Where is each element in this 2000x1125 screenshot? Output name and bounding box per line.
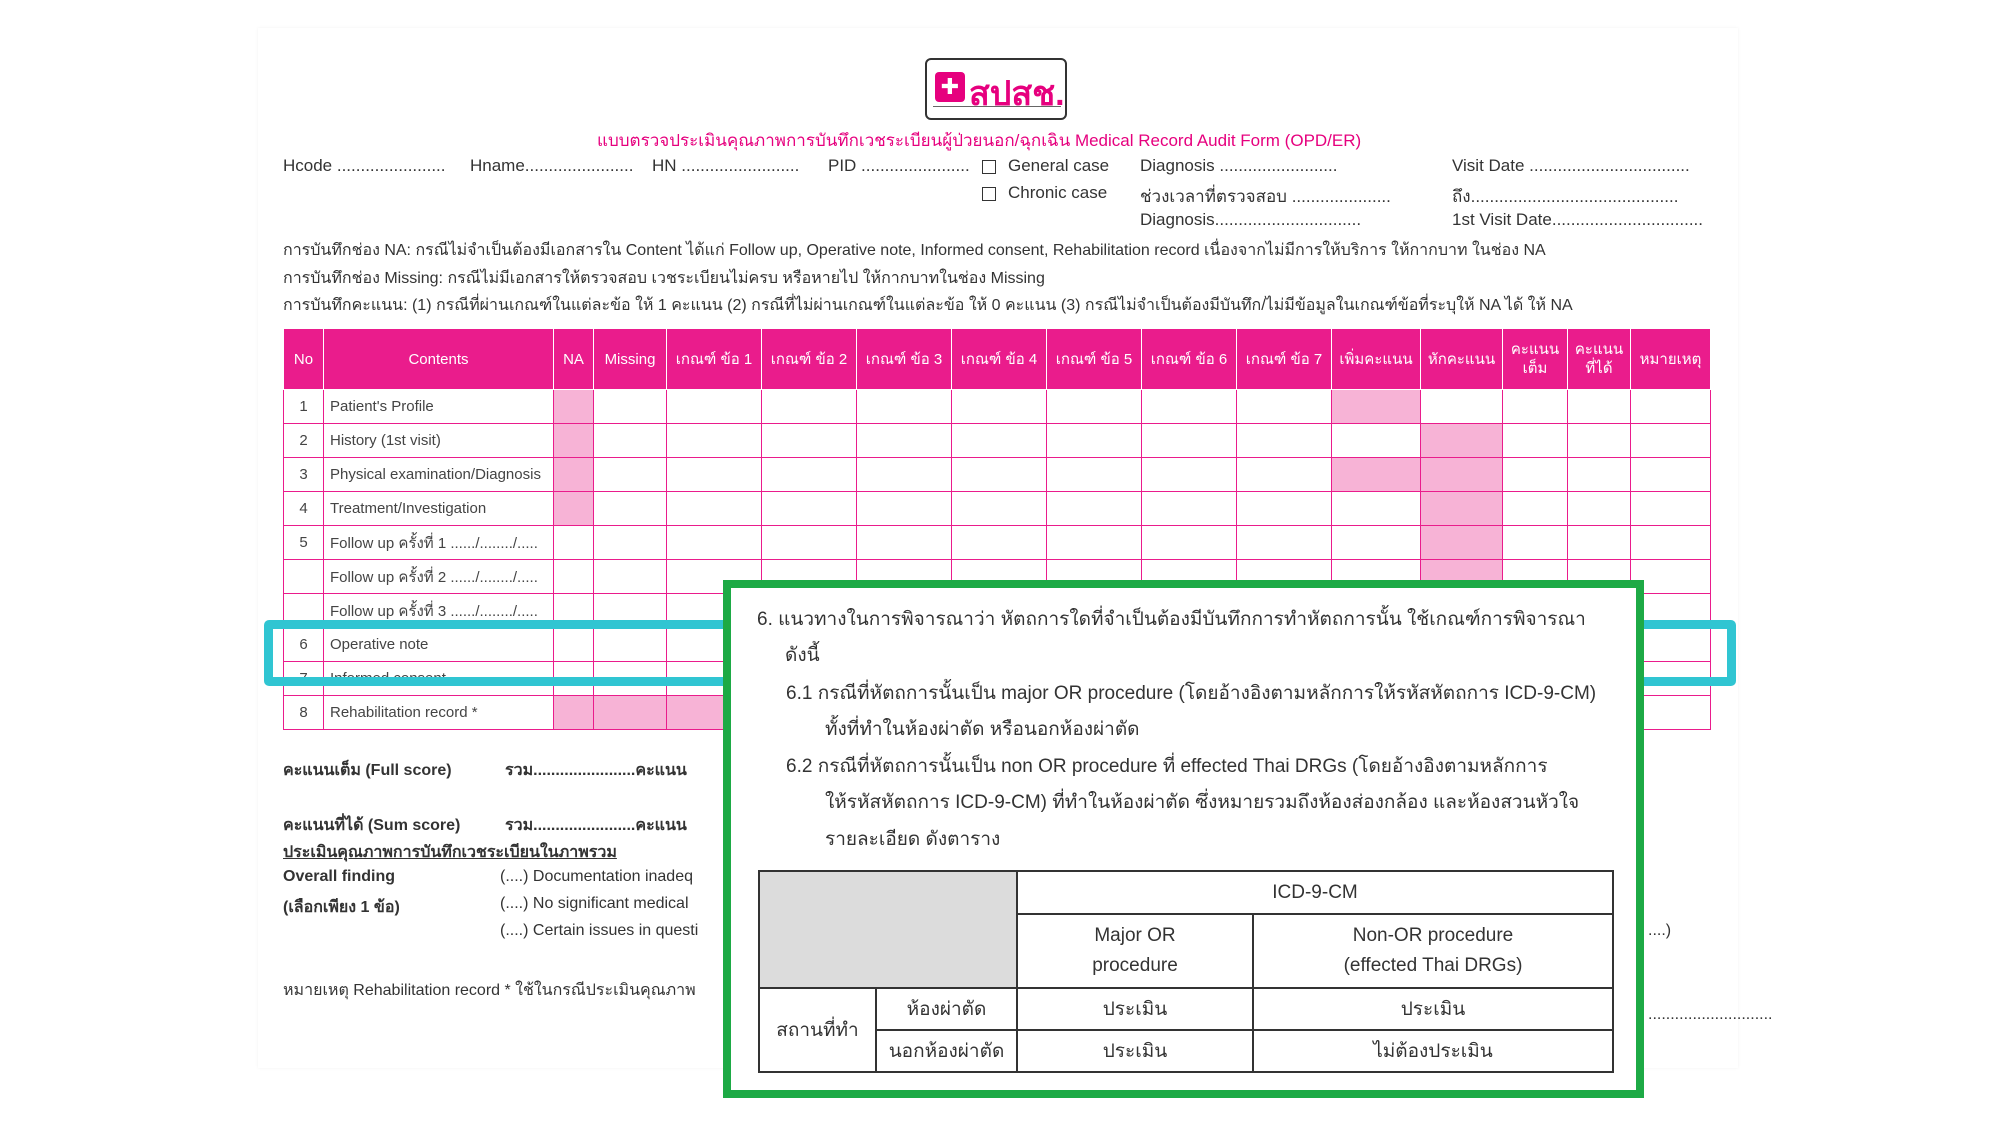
row-content: Operative note — [324, 628, 554, 662]
header-criterion-3: เกณฑ์ ข้อ 3 — [857, 329, 952, 390]
row-content: Follow up ครั้งที่ 3 ....../......../..... — [324, 594, 554, 628]
header-criterion-7: เกณฑ์ ข้อ 7 — [1237, 329, 1332, 390]
row-no: 4 — [284, 492, 324, 526]
chronic-case-label: Chronic case — [1008, 183, 1108, 202]
table-row — [284, 492, 1711, 526]
row-no: 8 — [284, 696, 324, 730]
out-or-label: นอกห้องผ่าตัด — [876, 1030, 1017, 1072]
row-no: 7 — [284, 662, 324, 696]
major-or-header: Major OR procedure — [1017, 914, 1253, 988]
general-case-label: General case — [1008, 156, 1110, 175]
header-criterion-6: เกณฑ์ ข้อ 6 — [1142, 329, 1237, 390]
table-row — [284, 390, 1711, 424]
pid-field: PID ....................... — [828, 156, 970, 175]
first-visit-field: 1st Visit Date................................ — [1452, 210, 1703, 229]
table-row — [284, 424, 1711, 458]
guideline-item-6-line2: ดังนี้ — [785, 645, 820, 666]
choose-one-label: (เลือกเพียง 1 ข้อ) — [283, 899, 400, 916]
row-no: 2 — [284, 424, 324, 458]
chronic-case-option[interactable] — [982, 183, 1107, 203]
row-content: History (1st visit) — [324, 424, 554, 458]
in-or-nonor-cell: ประเมิน — [1253, 988, 1613, 1030]
row-no — [284, 560, 324, 594]
diagnosis-field: Diagnosis ......................... — [1140, 156, 1338, 175]
form-title: แบบตรวจประเมินคุณภาพการบันทึกเวชระเบียนผู้ป่วยนอก/ฉุกเฉิน Medical Record Audit Form (OPD/ER) — [597, 131, 1362, 150]
guideline-item-62-line1: 6.2 กรณีที่หัตถการนั้นเป็น non OR procedure ที่ effected Thai DRGs (โดยอ้างอิงตามหลักการ — [786, 756, 1548, 777]
overall-title: ประเมินคุณภาพการบันทึกเวชระเบียนในภาพรวม — [283, 844, 617, 861]
visit-date-field: Visit Date .................................. — [1452, 156, 1690, 175]
logo-text: สปสช. — [969, 75, 1065, 113]
place-label: สถานที่ทำ — [759, 988, 876, 1072]
icd-header: ICD-9-CM — [1017, 871, 1613, 914]
non-or-header: Non-OR procedure (effected Thai DRGs) — [1253, 914, 1613, 988]
header-missing: Missing — [594, 329, 667, 390]
guideline-item-6-line1: 6. แนวทางในการพิจารณาว่า หัตถการใดที่จำเป็นต้องมีบันทึกการทำหัตถการนั้น ใช้เกณฑ์การพิจารณา — [757, 609, 1586, 630]
hcode-field: Hcode ....................... — [283, 156, 446, 175]
hname-field: Hname....................... — [470, 156, 634, 175]
hn-field: HN ......................... — [652, 156, 800, 175]
finding-option-3-tail: ....) — [1648, 922, 1672, 939]
full-score-sum: รวม.......................คะแนน — [505, 762, 687, 779]
to-date-field: ถึง............................................ — [1452, 187, 1679, 206]
general-case-option[interactable] — [982, 156, 1109, 176]
header-criterion-2: เกณฑ์ ข้อ 2 — [762, 329, 857, 390]
header-na: NA — [554, 329, 594, 390]
table-row — [284, 526, 1711, 560]
header-criterion-1: เกณฑ์ ข้อ 1 — [667, 329, 762, 390]
overall-finding-label: Overall finding — [283, 868, 396, 885]
checkbox-icon[interactable] — [982, 187, 996, 201]
header-full-score: คะแนน เต็ม — [1503, 329, 1568, 390]
header-criterion-5: เกณฑ์ ข้อ 5 — [1047, 329, 1142, 390]
guideline-item-62-line2: ให้รหัสหัตถการ ICD-9-CM) ที่ทำในห้องผ่าตัด ซึ่งหมายรวมถึงห้องส่องกล้อง และห้องสวนหัวใจ — [825, 792, 1580, 813]
icd-9-cm-table — [758, 870, 1614, 1073]
row-content: Physical examination/Diagnosis — [324, 458, 554, 492]
operative-note-guideline-callout — [723, 580, 1644, 1098]
out-or-nonor-cell: ไม่ต้องประเมิน — [1253, 1030, 1613, 1072]
table-corner — [759, 871, 1017, 988]
out-or-major-cell: ประเมิน — [1017, 1030, 1253, 1072]
sum-score-sum: รวม.......................คะแนน — [505, 817, 687, 834]
header-criterion-4: เกณฑ์ ข้อ 4 — [952, 329, 1047, 390]
full-score-label: คะแนนเต็ม (Full score) — [283, 762, 452, 779]
header-remark: หมายเหตุ — [1631, 329, 1711, 390]
note-na: การบันทึกช่อง NA: กรณีไม่จำเป็นต้องมีเอกสารใน Content ได้แก่ Follow up, Operative note, Informed consent, Rehabilitation record เนื่องจากไม่มีการให้บริการ ให้กากบาท ในช่อง NA — [283, 242, 1546, 259]
sum-score-label: คะแนนที่ได้ (Sum score) — [283, 817, 461, 834]
row-content: Informed consent — [324, 662, 554, 696]
finding-option-2[interactable]: (....) No significant medical — [500, 895, 689, 912]
header-add-score: เพิ่มคะแนน — [1332, 329, 1421, 390]
guideline-item-61-line2: ทั้งที่ทำในห้องผ่าตัด หรือนอกห้องผ่าตัด — [825, 719, 1140, 740]
row-no: 3 — [284, 458, 324, 492]
header-deduct-score: หักคะแนน — [1421, 329, 1503, 390]
header-obtained-score: คะแนน ที่ได้ — [1568, 329, 1631, 390]
in-or-major-cell: ประเมิน — [1017, 988, 1253, 1030]
header-no: No — [284, 329, 324, 390]
finding-option-3[interactable]: (....) Certain issues in questi — [500, 922, 699, 939]
remark-note: หมายเหตุ Rehabilitation record * ใช้ในกรณีประเมินคุณภาพ — [283, 982, 696, 999]
guideline-item-62-line3: รายละเอียด ดังตาราง — [825, 829, 1001, 850]
row-content: Patient's Profile — [324, 390, 554, 424]
in-or-label: ห้องผ่าตัด — [876, 988, 1017, 1030]
nhso-logo — [925, 58, 1067, 120]
row-no: 5 — [284, 526, 324, 560]
note-score: การบันทึกคะแนน: (1) กรณีที่ผ่านเกณฑ์ในแต่ละข้อ ให้ 1 คะแนน (2) กรณีที่ไม่ผ่านเกณฑ์ในแต่ละข้อ ให้ 0 คะแนน (3) กรณีไม่จำเป็นต้องมีบันทึก/ไม่มีข้อมูลในเกณฑ์ข้อที่ระบุให้ NA ได้ ให้ NA — [283, 297, 1573, 314]
audit-period-field: ช่วงเวลาที่ตรวจสอบ ..................... — [1140, 187, 1391, 206]
table-row — [284, 458, 1711, 492]
row-content: Rehabilitation record * — [324, 696, 554, 730]
note-missing: การบันทึกช่อง Missing: กรณีไม่มีเอกสารให้ตรวจสอบ เวชระเบียนไม่ครบ หรือหายไป ให้กากบาทในช่อง Missing — [283, 270, 1045, 287]
row-content: Follow up ครั้งที่ 2 ....../......../..... — [324, 560, 554, 594]
signature-line: ............................ — [1648, 1006, 1773, 1023]
header-contents: Contents — [324, 329, 554, 390]
guideline-item-61-line1: 6.1 กรณีที่หัตถการนั้นเป็น major OR procedure (โดยอ้างอิงตามหลักการให้รหัสหัตถการ ICD-9-CM) — [786, 683, 1597, 704]
row-content: Follow up ครั้งที่ 1 ....../......../..... — [324, 526, 554, 560]
cross-icon: ✚ — [935, 72, 965, 102]
checkbox-icon[interactable] — [982, 160, 996, 174]
row-no: 1 — [284, 390, 324, 424]
diagnosis-field-2: Diagnosis............................... — [1140, 210, 1362, 229]
finding-option-1[interactable]: (....) Documentation inadeq — [500, 868, 693, 885]
row-no: 6 — [284, 628, 324, 662]
row-content: Treatment/Investigation — [324, 492, 554, 526]
